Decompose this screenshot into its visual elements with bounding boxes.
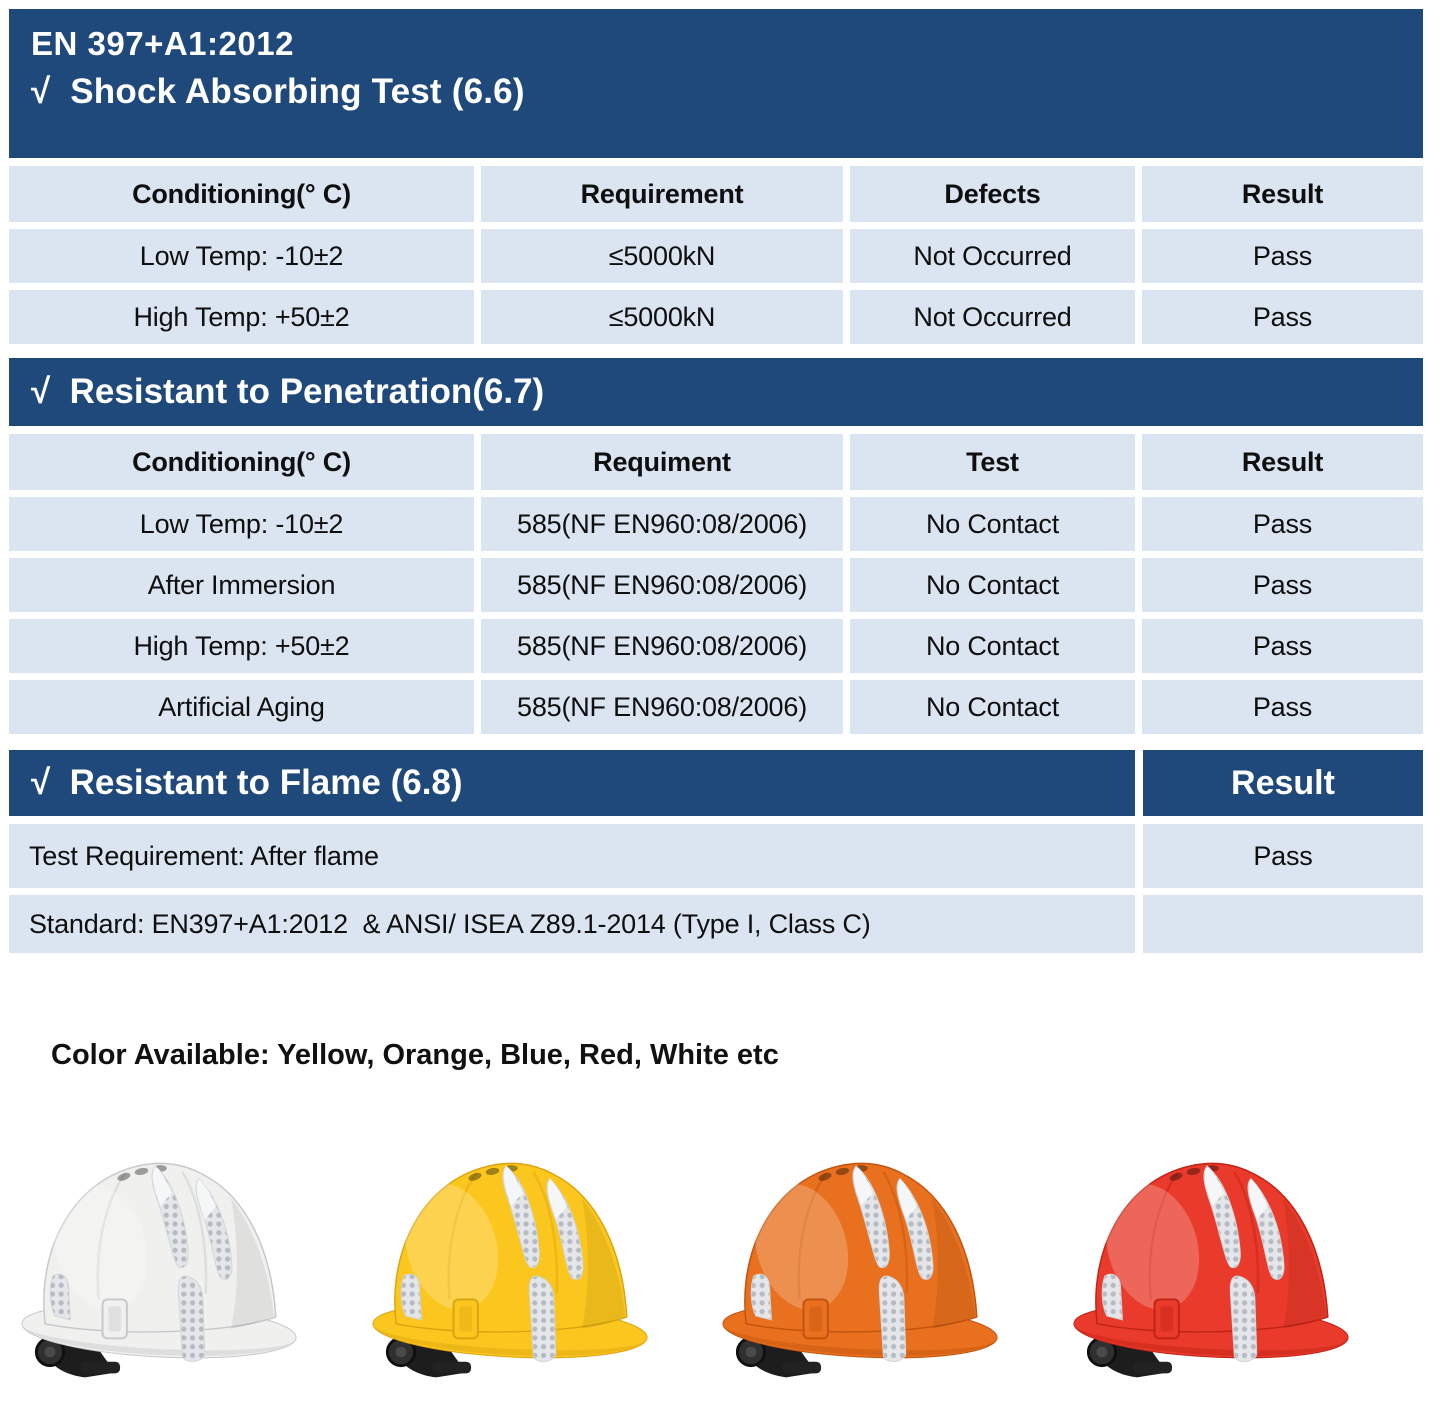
hard-hat-svg <box>364 1132 656 1390</box>
hard-hat-svg <box>1065 1132 1357 1390</box>
table-cell: 585(NF EN960:08/2006) <box>481 558 843 612</box>
table-cell: Pass <box>1142 558 1423 612</box>
table-cell: Not Occurred <box>850 229 1135 283</box>
flame-test-result: Pass <box>1143 824 1423 888</box>
table-cell: No Contact <box>850 558 1135 612</box>
helmet-image-yellow <box>364 1132 656 1390</box>
color-availability-note: Color Available: Yellow, Orange, Blue, Red, White etc <box>51 1039 779 1071</box>
penetration-table <box>9 434 1423 734</box>
flame-standard-result <box>1143 895 1423 953</box>
helmet-image-orange <box>714 1132 1006 1390</box>
table-cell: No Contact <box>850 619 1135 673</box>
column-header: Defects <box>850 166 1135 222</box>
hard-hat-svg <box>13 1132 305 1390</box>
flame-row-test <box>9 824 1423 888</box>
table-cell: High Temp: +50±2 <box>9 619 474 673</box>
table-cell: 585(NF EN960:08/2006) <box>481 497 843 551</box>
column-header: Result <box>1142 166 1423 222</box>
table-cell: After Immersion <box>9 558 474 612</box>
section-banner-shock-test <box>9 9 1423 158</box>
flame-result-header: Result <box>1143 750 1423 816</box>
column-header: Test <box>850 434 1135 490</box>
flame-test-label: Test Requirement: After flame <box>9 824 1135 888</box>
flame-standard-label: Standard: EN397+A1:2012 & ANSI/ ISEA Z89.1-2014 (Type I, Class C) <box>9 895 1135 953</box>
table-cell: Pass <box>1142 619 1423 673</box>
table-cell: Low Temp: -10±2 <box>9 497 474 551</box>
shock-test-table <box>9 166 1423 344</box>
helmet-gallery <box>9 1132 1423 1390</box>
table-cell: ≤5000kN <box>481 290 843 344</box>
helmet-image-red <box>1065 1132 1357 1390</box>
helmet-image-white <box>13 1132 305 1390</box>
column-header: Conditioning(° C) <box>9 166 474 222</box>
shock-test-title: √ Shock Absorbing Test (6.6) <box>31 72 525 111</box>
table-cell: Pass <box>1142 497 1423 551</box>
flame-row-standard <box>9 895 1423 953</box>
column-header: Requirement <box>481 166 843 222</box>
table-cell: No Contact <box>850 680 1135 734</box>
hard-hat-svg <box>714 1132 1006 1390</box>
flame-title: √ Resistant to Flame (6.8) <box>9 750 1135 816</box>
column-header: Requiment <box>481 434 843 490</box>
table-cell: 585(NF EN960:08/2006) <box>481 619 843 673</box>
table-cell: ≤5000kN <box>481 229 843 283</box>
table-cell: High Temp: +50±2 <box>9 290 474 344</box>
column-header: Conditioning(° C) <box>9 434 474 490</box>
standard-code: EN 397+A1:2012 <box>31 25 294 62</box>
table-cell: Pass <box>1142 290 1423 344</box>
table-cell: Pass <box>1142 229 1423 283</box>
column-header: Result <box>1142 434 1423 490</box>
table-cell: Low Temp: -10±2 <box>9 229 474 283</box>
table-cell: Not Occurred <box>850 290 1135 344</box>
table-cell: No Contact <box>850 497 1135 551</box>
section-banner-penetration: √ Resistant to Penetration(6.7) <box>9 358 1423 426</box>
table-cell: Pass <box>1142 680 1423 734</box>
table-cell: 585(NF EN960:08/2006) <box>481 680 843 734</box>
table-cell: Artificial Aging <box>9 680 474 734</box>
section-banner-flame <box>9 750 1423 816</box>
